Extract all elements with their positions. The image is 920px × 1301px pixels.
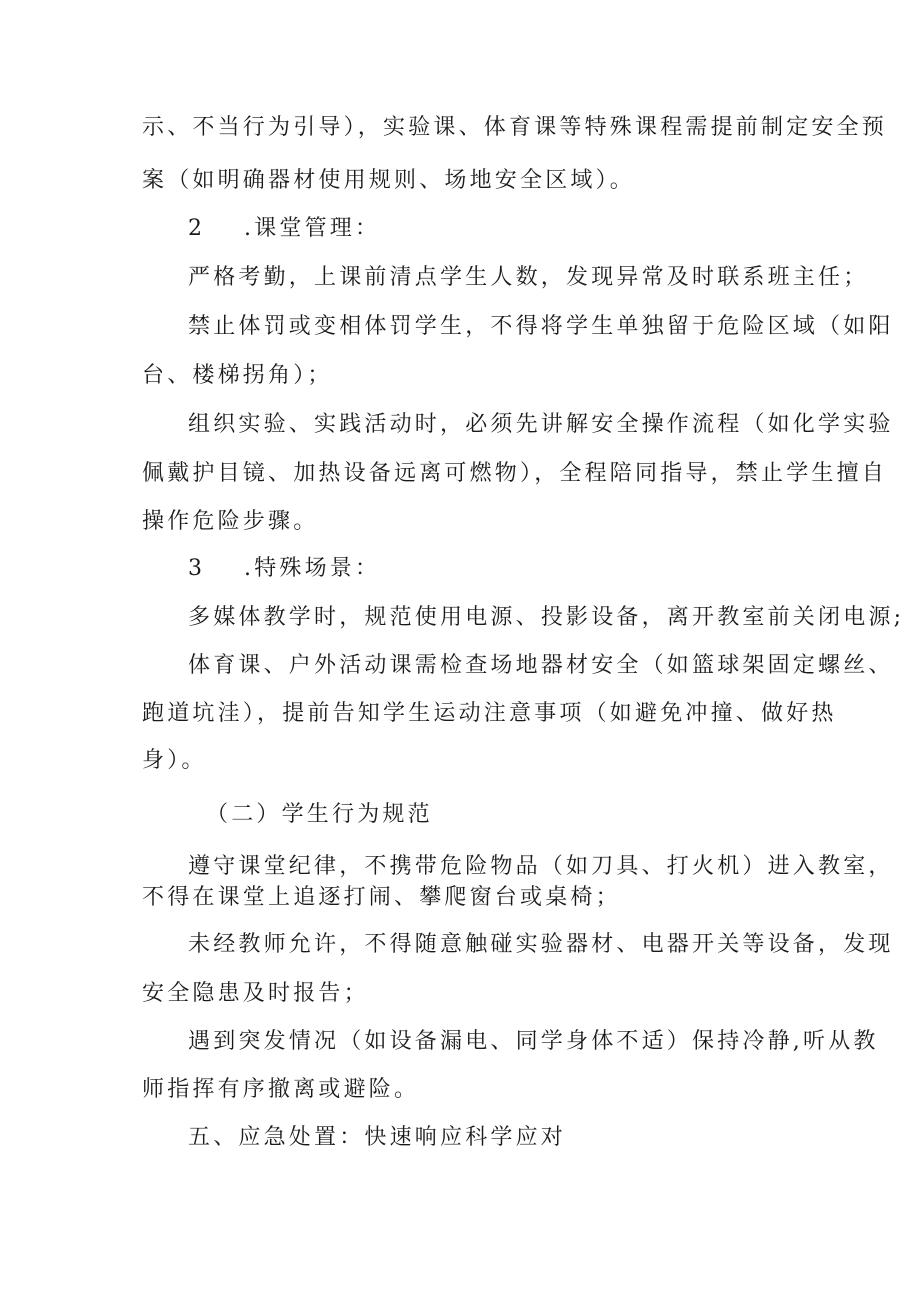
paragraph-line: 组织实验、实践活动时，必须先讲解安全操作流程（如化学实验 (188, 412, 894, 437)
paragraph-line: 遇到突发情况（如设备漏电、同学身体不适）保持冷静,听从教 (188, 1029, 879, 1054)
paragraph-line: 安全隐患及时报告； (142, 981, 369, 1006)
paragraph-line: 佩戴护目镜、加热设备远离可燃物），全程陪同指导，禁止学生擅自 (142, 461, 888, 486)
section-number: 2 (188, 216, 202, 241)
paragraph-line: 示、不当行为引导），实验课、体育课等特殊课程需提前制定安全预 (142, 115, 888, 140)
section-heading (188, 554, 380, 584)
paragraph-line: 师指挥有序撤离或避险。 (142, 1077, 420, 1102)
paragraph-line: 台、楼梯拐角）； (142, 363, 333, 388)
section-heading (188, 214, 380, 244)
chapter-heading: 五、应急处置：快速响应科学应对 (188, 1125, 567, 1150)
paragraph-line: 遵守课堂纪律，不携带危险物品（如刀具、打火机）进入教室， (188, 854, 894, 879)
subsection-heading: （二）学生行为规范 (206, 802, 433, 827)
paragraph-line: 未经教师允许，不得随意触碰实验器材、电器开关等设备，发现 (188, 932, 894, 957)
paragraph-line: 不得在课堂上追逐打闹、攀爬窗台或桌椅； (142, 885, 621, 910)
paragraph-line: 操作危险步骤。 (142, 509, 319, 534)
paragraph-line: 禁止体罚或变相体罚学生，不得将学生单独留于危险区域（如阳 (188, 314, 894, 339)
paragraph-line: 身）。 (142, 748, 207, 773)
section-title: .特殊场景： (244, 556, 381, 581)
section-number: 3 (188, 556, 202, 581)
section-title: .课堂管理： (244, 216, 381, 241)
paragraph-line: 案（如明确器材使用规则、场地安全区域）。 (142, 168, 636, 193)
paragraph-line: 多媒体教学时，规范使用电源、投影设备，离开教室前关闭电源; (188, 605, 905, 630)
paragraph-line: 跑道坑洼），提前告知学生运动注意事项（如避免冲撞、做好热 (142, 701, 837, 726)
paragraph-line: 严格考勤，上课前清点学生人数，发现异常及时联系班主任； (188, 265, 869, 290)
paragraph-line: 体育课、户外活动课需检查场地器材安全（如篮球架固定螺丝、 (188, 653, 894, 678)
